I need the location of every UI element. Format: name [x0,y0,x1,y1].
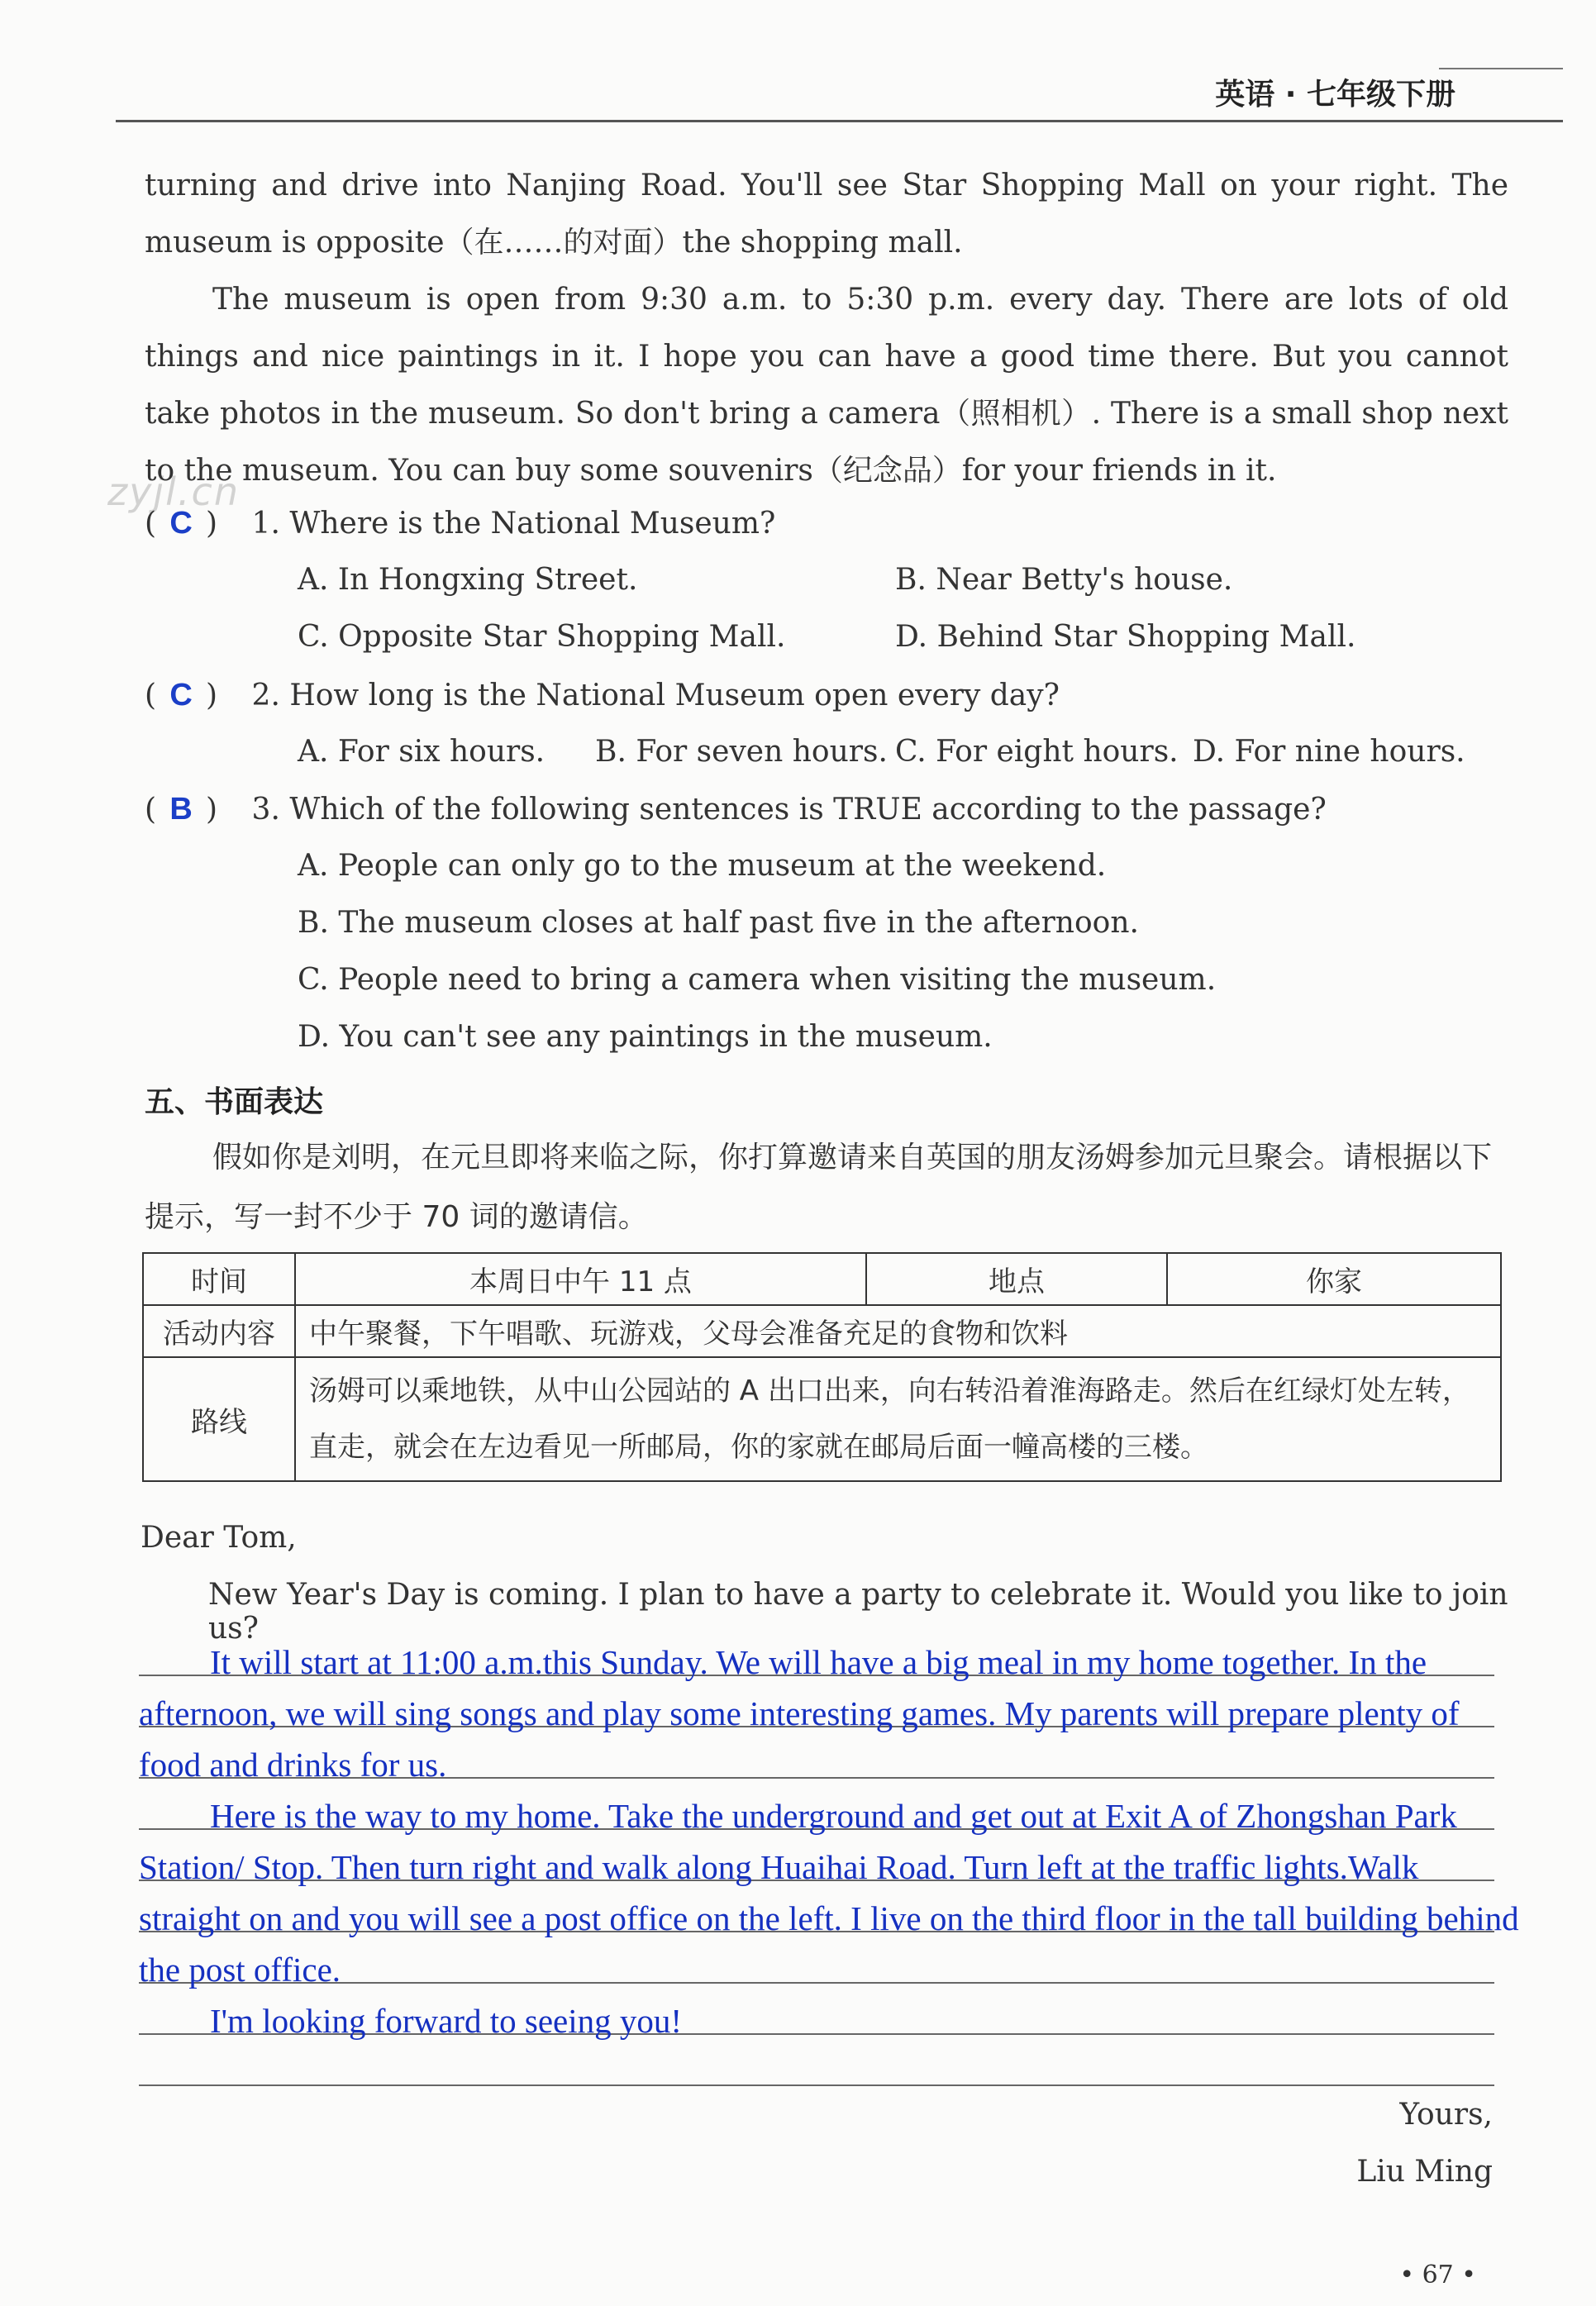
bracket-open: ( [145,793,157,827]
page-header [116,51,1563,122]
passage-paragraph-1: turning and drive into Nanjing Road. You'll see Star Shopping Mall on your right. The museum is opposite（在……的对面）the shopping mall. [145,169,1508,260]
question-2 [145,678,1060,713]
q1-option-b: B. Near Betty's house. [895,563,1233,597]
reading-passage [145,157,1508,499]
question-1 [145,506,775,541]
q3-option-c: C. People need to bring a camera when visiting the museum. [298,963,1217,997]
q2-option-a: A. For six hours. [298,735,545,769]
header-decor-bar [1439,68,1563,69]
question-1-stem: 1. Where is the National Museum? [251,507,776,541]
question-3 [145,792,1327,827]
time-value: 本周日中午 11 点 [295,1253,866,1305]
table-row [143,1253,1501,1305]
q3-option-b: B. The museum closes at half past five in the afternoon. [298,906,1139,940]
bracket-open: ( [145,507,157,541]
place-label: 地点 [866,1253,1167,1305]
answer-3: B [169,792,193,827]
place-value: 你家 [1167,1253,1501,1305]
activity-value: 中午聚餐，下午唱歌、玩游戏，父母会准备充足的食物和饮料 [295,1305,1501,1357]
q1-option-c: C. Opposite Star Shopping Mall. [298,620,786,654]
table-row [143,1305,1501,1357]
q2-option-b: B. For seven hours. [595,735,888,769]
question-3-stem: 3. Which of the following sentences is TRUE according to the passage? [251,793,1327,827]
route-value: 汤姆可以乘地铁，从中山公园站的 A 出口出来，向右转沿着淮海路走。然后在红绿灯处左转，直走，就会在左边看见一所邮局，你的家就在邮局后面一幢高楼的三楼。 [295,1357,1501,1481]
handwritten-answer-paragraph-1: It will start at 11:00 a.m.this Sunday. We will have a big meal in my home together. In the afternoon, we will sing songs and play some interesting games. My parents will prepare plenty of food and drinks for us. [139,1643,1460,1784]
bracket-close: ) [206,793,218,827]
passage-paragraph-2: The museum is open from 9:30 a.m. to 5:30 p.m. every day. There are lots of old things and nice paintings in it. I hope you can have a good time there. But you cannot take photos in the museum. So don't bring a camera（照相机）. There is a small shop next to the museum. You can buy some souvenirs（纪念品）for your friends in it. [145,283,1508,488]
writing-prompt: 假如你是刘明，在元旦即将来临之际，你打算邀请来自英国的朋友汤姆参加元旦聚会。请根据以下提示，写一封不少于 70 词的邀请信。 [145,1141,1493,1234]
q1-option-a: A. In Hongxing Street. [298,563,638,597]
table-row [143,1357,1501,1481]
handwritten-answer-paragraph-2: Here is the way to my home. Take the underground and get out at Exit A of Zhongshan Park Station/ Stop. Then turn right and walk along Huaihai Road. Turn left at the traffic lights.Walk straight on and you will see a post office on the left. I live on the third floor in the tall building behind the post office. [139,1797,1519,1989]
q1-option-d: D. Behind Star Shopping Mall. [895,620,1356,654]
answer-1: C [169,506,193,541]
salutation: Dear Tom, [141,1521,297,1555]
bracket-close: ) [206,507,218,541]
writing-line [139,2084,1494,2086]
activity-label: 活动内容 [143,1305,295,1357]
question-2-stem: 2. How long is the National Museum open every day? [251,679,1060,712]
handwritten-answer-paragraph-3: I'm looking forward to seeing you! [210,2002,683,2040]
header-divider [116,120,1563,122]
letter-opening: New Year's Day is coming. I plan to have a party to celebrate it. Would you like to join us? [208,1578,1508,1646]
signature: Liu Ming [1356,2155,1493,2189]
page-number: • 67 • [1399,2261,1476,2289]
time-label: 时间 [143,1253,295,1305]
answer-2: C [169,678,193,712]
writing-hints-table [142,1252,1502,1482]
q2-option-d: D. For nine hours. [1193,735,1465,769]
q2-option-c: C. For eight hours. [895,735,1179,769]
book-title: 英语 · 七年级下册 [1215,78,1455,112]
watermark: zyjl.cn [107,469,240,514]
closing: Yours, [1399,2098,1493,2132]
q3-option-d: D. You can't see any paintings in the museum. [298,1020,993,1054]
q3-option-a: A. People can only go to the museum at the weekend. [298,849,1107,883]
bracket-close: ) [206,679,218,712]
route-label: 路线 [143,1357,295,1481]
section-title-writing: 五、书面表达 [145,1085,324,1119]
bracket-open: ( [145,679,157,712]
